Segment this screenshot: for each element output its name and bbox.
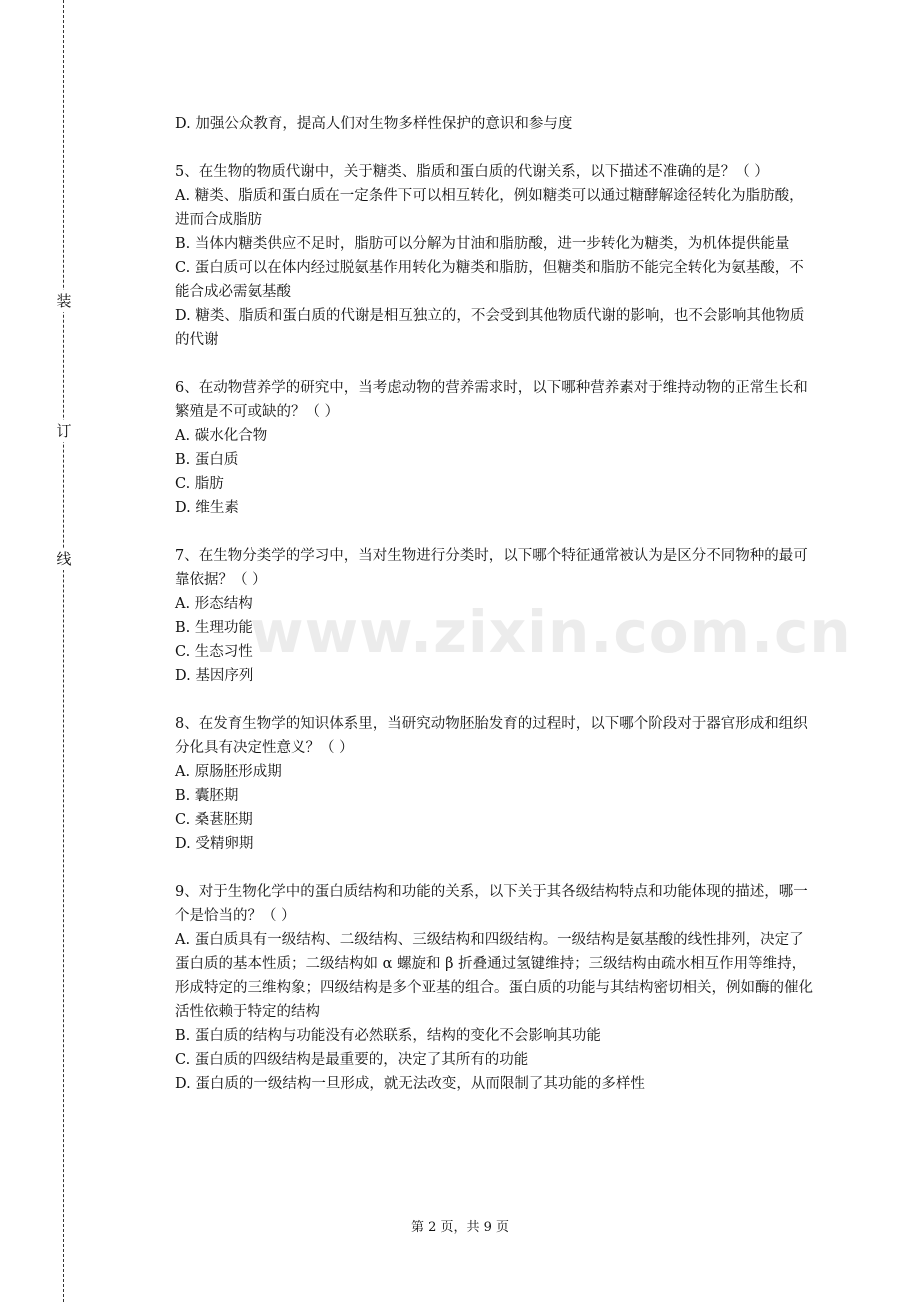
question-text: 8、在发育生物学的知识体系里，当研究动物胚胎发育的过程时，以下哪个阶段对于器官形成和组织分化具有决定性意义？（ ）	[175, 716, 808, 756]
question-text: 7、在生物分类学的学习中，当对生物进行分类时，以下哪个特征通常被认为是区分不同物种的最可靠依据？（ ）	[175, 548, 808, 588]
carryover-option-d: D. 加强公众教育，提高人们对生物多样性保护的意识和参与度	[175, 116, 573, 132]
option-b: B. 蛋白质的结构与功能没有必然联系，结构的变化不会影响其功能	[175, 1028, 601, 1044]
page-footer: 第 2 页，共 9 页	[410, 1220, 510, 1235]
question-8	[175, 712, 815, 856]
option-d: D. 基因序列	[175, 668, 254, 684]
option-c: C. 蛋白质的四级结构是最重要的，决定了其所有的功能	[175, 1052, 529, 1068]
binding-char-zhuang: 装	[56, 292, 72, 310]
option-d: D. 糖类、脂质和蛋白质的代谢是相互独立的，不会受到其他物质代谢的影响，也不会影响其他物质的代谢	[175, 308, 805, 348]
option-b: B. 蛋白质	[175, 452, 239, 468]
option-d: D. 受精卵期	[175, 836, 254, 852]
option-d: D. 维生素	[175, 500, 239, 516]
document-body	[175, 112, 815, 1096]
option-c: C. 脂肪	[175, 476, 224, 492]
option-a: A. 糖类、脂质和蛋白质在一定条件下可以相互转化，例如糖类可以通过糖酵解途径转化为脂肪酸，进而合成脂肪	[175, 188, 804, 228]
option-a: A. 碳水化合物	[175, 428, 268, 444]
binding-char-ding: 订	[56, 422, 72, 440]
option-c: C. 桑葚胚期	[175, 812, 253, 828]
question-7	[175, 544, 815, 688]
binding-dashed-line	[63, 0, 64, 1302]
option-d: D. 蛋白质的一级结构一旦形成，就无法改变，从而限制了其功能的多样性	[175, 1076, 645, 1092]
option-b: B. 囊胚期	[175, 788, 239, 804]
option-a: A. 原肠胚形成期	[175, 764, 282, 780]
option-c: C. 生态习性	[175, 644, 253, 660]
question-6	[175, 376, 815, 520]
option-a: A. 蛋白质具有一级结构、二级结构、三级结构和四级结构。一级结构是氨基酸的线性排列，决定了蛋白质的基本性质；二级结构如 α 螺旋和 β 折叠通过氢键维持；三级结构由疏水相互作用等维持，形成特定的三维构象；四级结构是多个亚基的组合。蛋白质的功能与其结构密切相关，例如酶的催化活性依赖于特定的结构	[175, 932, 813, 1020]
question-5	[175, 160, 815, 352]
question-9	[175, 880, 815, 1096]
question-text: 9、对于生物化学中的蛋白质结构和功能的关系，以下关于其各级结构特点和功能体现的描述，哪一个是恰当的？（ ）	[175, 884, 808, 924]
option-b: B. 生理功能	[175, 620, 253, 636]
option-c: C. 蛋白质可以在体内经过脱氨基作用转化为糖类和脂肪，但糖类和脂肪不能完全转化为氨基酸，不能合成必需氨基酸	[175, 260, 804, 300]
watermark: www.zixin.com.cn	[250, 598, 852, 666]
question-text: 5、在生物的物质代谢中，关于糖类、脂质和蛋白质的代谢关系，以下描述不准确的是？（ ）	[175, 164, 769, 180]
binding-char-xian: 线	[56, 550, 72, 568]
option-a: A. 形态结构	[175, 596, 253, 612]
option-b: B. 当体内糖类供应不足时，脂肪可以分解为甘油和脂肪酸，进一步转化为糖类，为机体提供能量	[175, 236, 790, 252]
question-text: 6、在动物营养学的研究中，当考虑动物的营养需求时，以下哪种营养素对于维持动物的正常生长和繁殖是不可或缺的？（ ）	[175, 380, 808, 420]
